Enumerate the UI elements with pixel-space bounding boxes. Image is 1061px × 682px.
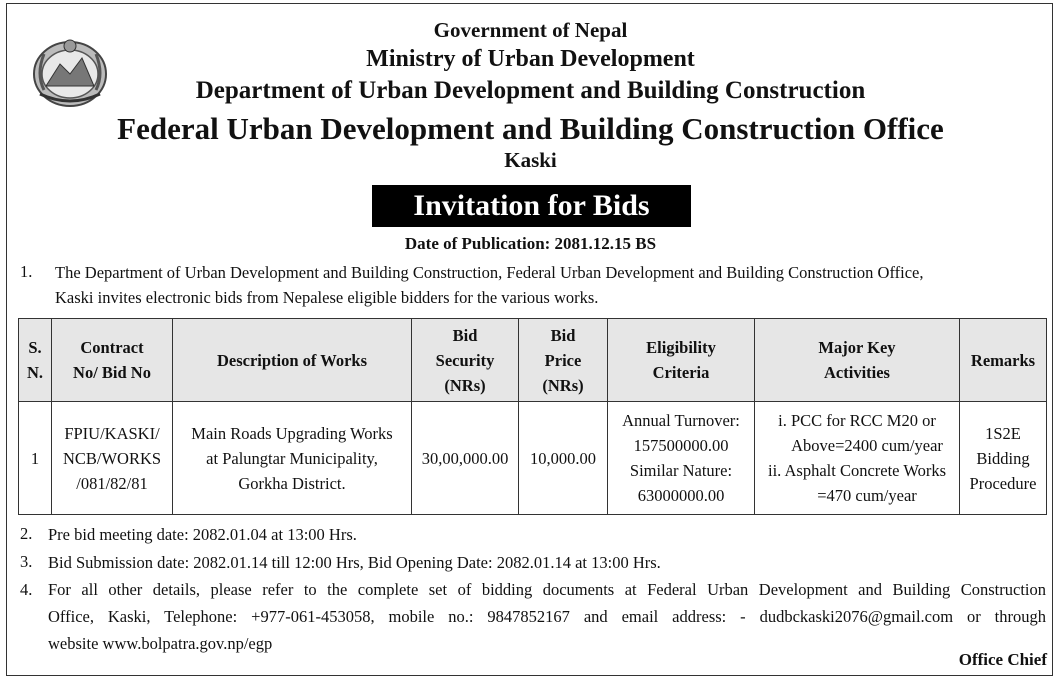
item-number: 4. [20,580,33,599]
col-contract: Contract No/ Bid No [52,319,173,402]
pre-bid-meeting: Pre bid meeting date: 2082.01.04 at 13:00 Hrs. [48,525,357,544]
publication-date: Date of Publication: 2081.12.15 BS [404,234,657,253]
bid-submission: Bid Submission date: 2082.01.14 till 12:00 Hrs, Bid Opening Date: 2082.01.14 at 13:00 Hrs. [48,553,661,572]
col-price: Bid Price (NRs) [519,319,608,402]
signature-office-chief: Office Chief [958,650,1047,669]
intro-paragraph [55,260,924,310]
table-header-row [19,319,1047,402]
col-security: Bid Security (NRs) [412,319,519,402]
cell-description: Main Roads Upgrading Works at Palungtar Municipality, Gorkha District. [173,402,412,515]
item-number: 2. [20,524,33,543]
bid-table [18,318,1047,515]
cell-activities: i. PCC for RCC M20 or Above=2400 cum/year ii. Asphalt Concrete Works =470 cum/year [755,402,960,515]
col-description: Description of Works [173,319,412,402]
intro-line: Kaski invites electronic bids from Nepalese eligible bidders for the various works. [55,288,599,307]
col-sn: S. N. [19,319,52,402]
cell-sn: 1 [19,402,52,515]
cell-eligibility: Annual Turnover: 157500000.00 Similar Nature: 63000000.00 [608,402,755,515]
department-title: Department of Urban Development and Building Construction [195,77,866,104]
col-activities: Major Key Activities [755,319,960,402]
cell-remarks: 1S2E Bidding Procedure [960,402,1047,515]
cell-security: 30,00,000.00 [412,402,519,515]
ministry-title: Ministry of Urban Development [366,46,695,72]
other-details: For all other details, please refer to the complete set of bidding documents at Federal Urban Development and Building Construction Office, Kaski, Telephone: +977-061-453058, mobile no.: 9847852167 and email address: - dudbckaski2076@gmail.com or through website www.bolpatra.gov.np/egp [48,580,1046,653]
intro-line: The Department of Urban Development and Building Construction, Federal Urban Development and Building Construction Office, [55,263,924,282]
item-number: 1. [20,262,33,281]
col-remarks: Remarks [960,319,1047,402]
government-title: Government of Nepal [433,18,628,42]
cell-price: 10,000.00 [519,402,608,515]
invitation-banner: Invitation for Bids [372,185,691,227]
table-row [19,402,1047,515]
cell-contract: FPIU/KASKI/ NCB/WORKS /081/82/81 [52,402,173,515]
office-location: Kaski [504,148,557,172]
office-title: Federal Urban Development and Building Construction Office [117,111,944,146]
item-number: 3. [20,552,33,571]
col-eligibility: Eligibility Criteria [608,319,755,402]
